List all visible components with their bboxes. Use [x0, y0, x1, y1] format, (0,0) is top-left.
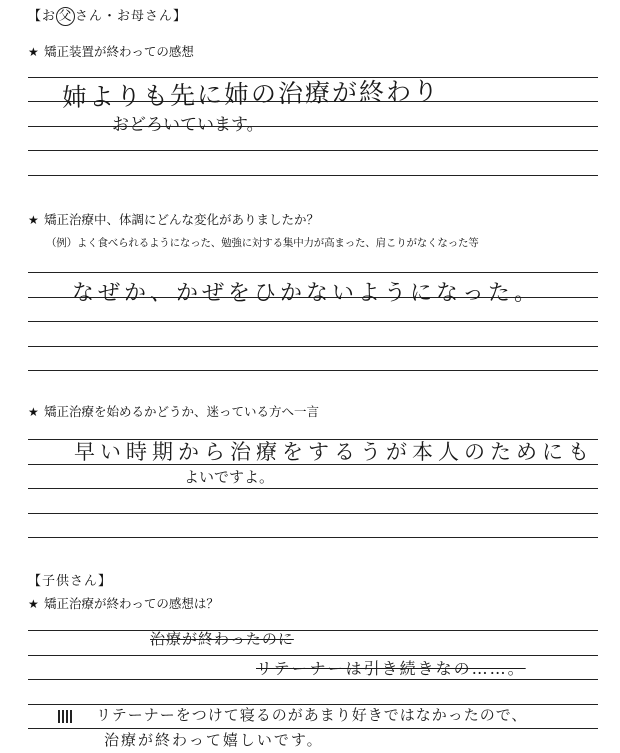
handwritten-answer: おどろいています。	[112, 115, 264, 135]
answer-line	[28, 513, 598, 514]
star-icon: ★	[28, 597, 39, 611]
question-text: 矯正治療を始めるかどうか、迷っている方へ一言	[44, 404, 320, 419]
question-3	[28, 402, 319, 420]
answer-line	[28, 346, 598, 347]
answer-line	[28, 679, 598, 680]
handwritten-answer: 治療が終わって嬉しいです。	[104, 731, 324, 749]
answer-line	[28, 630, 598, 631]
handwritten-answer-struck: リテーナーは引き続きなの……。	[256, 659, 526, 678]
question-1	[28, 42, 194, 60]
label-prefix: 【お	[28, 9, 57, 24]
handwritten-answer: なぜか、かぜをひかないようになった。	[72, 281, 541, 306]
answer-line	[28, 272, 598, 273]
answer-line	[28, 370, 598, 371]
star-icon: ★	[28, 405, 39, 419]
example-text: （例）よく食べられるようになった、勉強に対する集中力が高まった、肩こりがなくなった等	[46, 237, 479, 249]
question-text: 矯正治療中、体調にどんな変化がありましたか？	[44, 212, 320, 227]
answer-line	[28, 488, 598, 489]
answer-line	[28, 537, 598, 538]
circled-father-char: 父	[56, 7, 75, 26]
answer-line	[28, 321, 598, 322]
question-text: 矯正装置が終わっての感想	[44, 44, 194, 59]
star-icon: ★	[28, 213, 39, 227]
handwritten-answer-struck: 治療が終わったのに	[150, 630, 294, 648]
child-question-1	[28, 594, 219, 612]
parent-section-label	[28, 5, 187, 26]
label-suffix: さん・お母さん】	[75, 9, 188, 24]
answer-line	[28, 175, 598, 176]
scribble-icon	[58, 710, 74, 723]
child-section-label: 【子供さん】	[28, 574, 113, 589]
handwritten-answer: 姉よりも先に姉の治療が終わり	[61, 76, 441, 112]
star-icon: ★	[28, 45, 39, 59]
handwritten-answer: 早い時期から治療をするうが本人のためにも	[74, 440, 594, 464]
question-text: 矯正治療が終わっての感想は？	[44, 596, 219, 611]
question-2	[28, 210, 319, 228]
answer-line	[28, 150, 598, 151]
handwritten-answer: リテーナーをつけて寝るのがあまり好きではなかったので、	[96, 706, 528, 724]
handwritten-answer: よいですよ。	[184, 468, 275, 486]
